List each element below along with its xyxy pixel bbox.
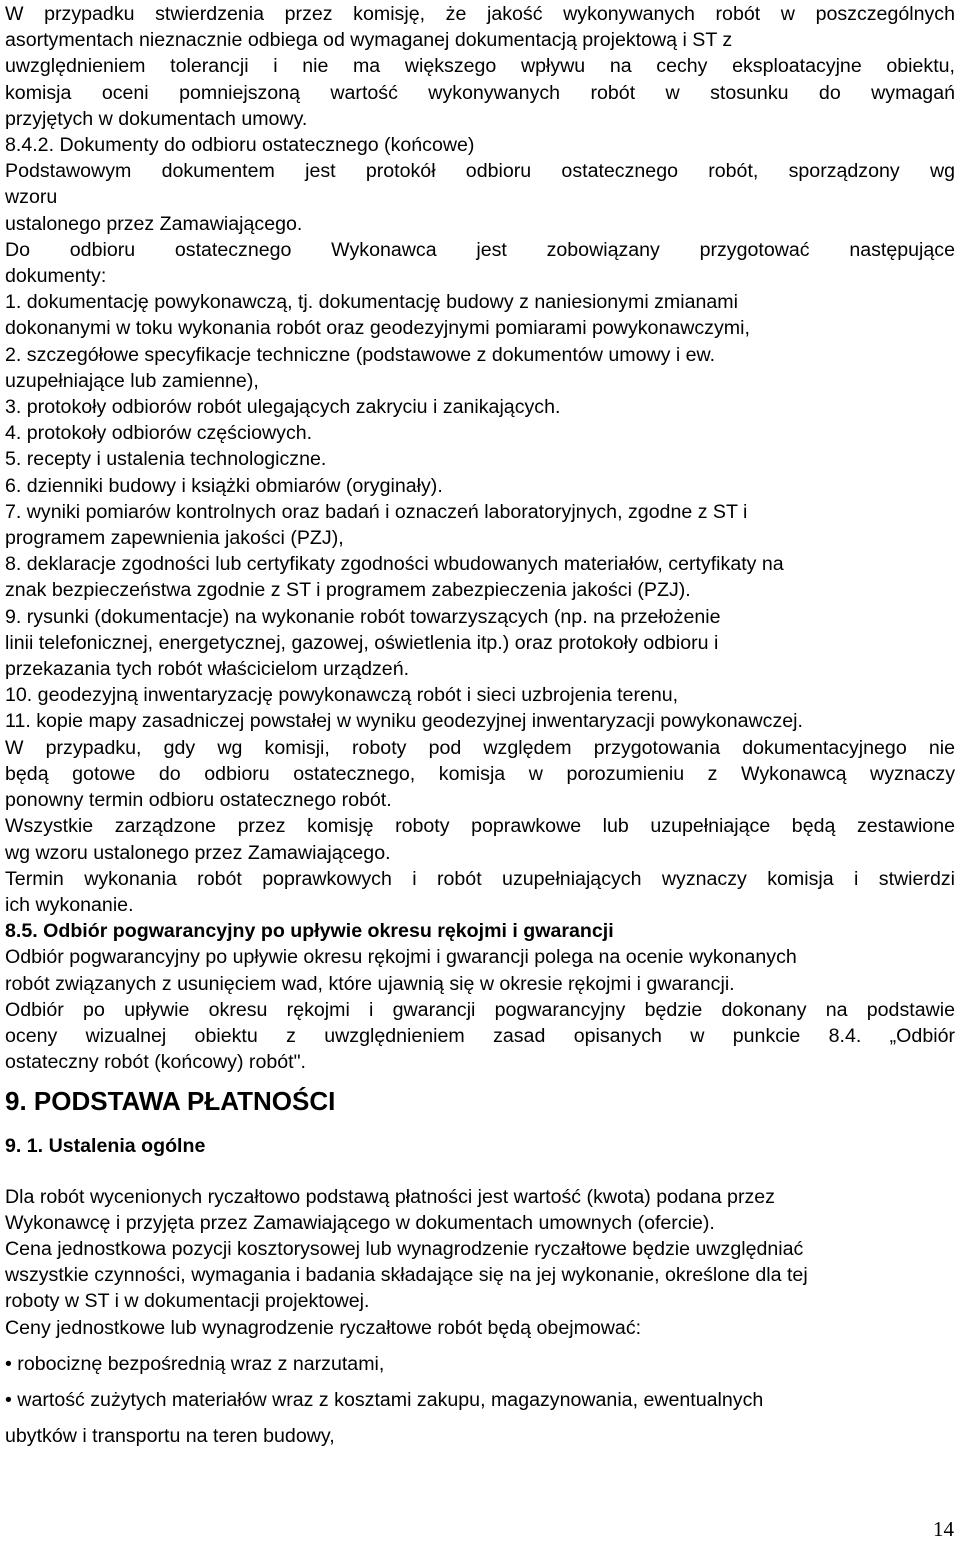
text-line: ostateczny robót (końcowy) robót". — [5, 1051, 306, 1074]
text-line: Do odbioru ostatecznego Wykonawca jest zobowiązany przygotować następujące — [5, 238, 955, 261]
subchapter-heading: 9. 1. Ustalenia ogólne — [5, 1135, 206, 1158]
list-item: 11. kopie mapy zasadniczej powstałej w wyniku geodezyjnej inwentaryzacji powykonawczej. — [5, 710, 803, 733]
list-item: 9. rysunki (dokumentacje) na wykonanie robót towarzyszących (np. na przełożenie — [5, 605, 721, 628]
text-line: Ceny jednostkowe lub wynagrodzenie ryczałtowe robót będą obejmować: — [5, 1316, 642, 1339]
list-item: 7. wyniki pomiarów kontrolnych oraz badań i oznaczeń laboratoryjnych, zgodne z ST i — [5, 500, 748, 523]
text-line: komisja oceni pomniejszoną wartość wykonywanych robót w stosunku do wymagań — [5, 81, 955, 104]
text-line: ich wykonanie. — [5, 893, 134, 916]
text-line: Cena jednostkowa pozycji kosztorysowej lub wynagrodzenie ryczałtowe będzie uwzględniać — [5, 1237, 804, 1260]
text-line: Dla robót wycenionych ryczałtowo podstawą płatności jest wartość (kwota) podana przez — [5, 1185, 775, 1208]
text-line: uwzględnieniem tolerancji i nie ma większego wpływu na cechy eksploatacyjne obiektu, — [5, 55, 955, 78]
text-line: wzoru — [5, 186, 58, 209]
text-line: W przypadku, gdy wg komisji, roboty pod względem przygotowania dokumentacyjnego nie — [5, 736, 955, 759]
text-line: Odbiór po upływie okresu rękojmi i gwarancji pogwarancyjny będzie dokonany na podstawie — [5, 998, 955, 1021]
bullet-item: • wartość zużytych materiałów wraz z kosztami zakupu, magazynowania, ewentualnych — [5, 1388, 764, 1411]
list-item: 6. dzienniki budowy i książki obmiarów (oryginały). — [5, 474, 443, 497]
text-line: Podstawowym dokumentem jest protokół odbioru ostatecznego robót, sporządzony wg — [5, 160, 955, 183]
list-item: programem zapewnienia jakości (PZJ), — [5, 527, 344, 550]
text-line: Odbiór pogwarancyjny po upływie okresu rękojmi i gwarancji polega na ocenie wykonanych — [5, 946, 797, 969]
text-line: przyjętych w dokumentach umowy. — [5, 107, 308, 130]
text-line: W przypadku stwierdzenia przez komisję, że jakość wykonywanych robót w poszczególnych — [5, 3, 955, 25]
text-line: ponowny termin odbioru ostatecznego robót. — [5, 789, 392, 812]
page-number: 14 — [933, 1517, 954, 1541]
list-item: 5. recepty i ustalenia technologiczne. — [5, 448, 327, 471]
bullet-item: ubytków i transportu na teren budowy, — [5, 1425, 335, 1448]
document-body — [5, 1, 955, 1449]
text-line: oceny wizualnej obiektu z uwzględnieniem zasad opisanych w punkcie 8.4. „Odbiór — [5, 1024, 955, 1047]
text-line: robót związanych z usunięciem wad, które ujawnią się w okresie rękojmi i gwarancji. — [5, 972, 735, 995]
chapter-heading: 9. PODSTAWA PŁATNOŚCI — [5, 1086, 336, 1117]
text-line: wszystkie czynności, wymagania i badania składające się na jej wykonanie, określone dla tej — [5, 1264, 808, 1287]
text-line: wg wzoru ustalonego przez Zamawiającego. — [5, 841, 391, 864]
list-item: 4. protokoły odbiorów częściowych. — [5, 422, 313, 445]
list-item: dokonanymi w toku wykonania robót oraz geodezyjnymi pomiarami powykonawczymi, — [5, 317, 750, 340]
list-item: 8. deklaracje zgodności lub certyfikaty zgodności wbudowanych materiałów, certyfikaty na — [5, 553, 784, 576]
section-heading-8-5: 8.5. Odbiór pogwarancyjny po upływie okresu rękojmi i gwarancji — [5, 920, 614, 943]
list-item: uzupełniające lub zamienne), — [5, 369, 259, 392]
text-line: Termin wykonania robót poprawkowych i robót uzupełniających wyznaczy komisja i stwierdzi — [5, 867, 955, 890]
list-item: znak bezpieczeństwa zgodnie z ST i programem zabezpieczenia jakości (PZJ). — [5, 579, 691, 602]
list-item: 2. szczegółowe specyfikacje techniczne (podstawowe z dokumentów umowy i ew. — [5, 343, 716, 366]
text-line: Wszystkie zarządzone przez komisję roboty poprawkowe lub uzupełniające będą zestawione — [5, 815, 955, 838]
list-item: 10. geodezyjną inwentaryzację powykonawczą robót i sieci uzbrojenia terenu, — [5, 684, 679, 707]
list-item: 3. protokoły odbiorów robót ulegających zakryciu i zanikających. — [5, 396, 561, 419]
list-item: 1. dokumentację powykonawczą, tj. dokumentację budowy z naniesionymi zmianami — [5, 291, 738, 314]
text-line: roboty w ST i w dokumentacji projektowej. — [5, 1290, 370, 1313]
section-heading-8-4-2: 8.4.2. Dokumenty do odbioru ostatecznego (końcowe) — [5, 134, 475, 157]
text-line: Wykonawcę i przyjęta przez Zamawiającego w dokumentach umownych (ofercie). — [5, 1211, 715, 1234]
text-line: będą gotowe do odbioru ostatecznego, komisja w porozumieniu z Wykonawcą wyznaczy — [5, 762, 955, 785]
text-line: asortymentach nieznacznie odbiega od wymaganej dokumentacją projektową i ST z — [5, 29, 733, 52]
bullet-item: • robociznę bezpośrednią wraz z narzutami, — [5, 1352, 385, 1375]
list-item: przekazania tych robót właścicielom urządzeń. — [5, 658, 410, 681]
text-line: ustalonego przez Zamawiającego. — [5, 212, 303, 235]
text-line: dokumenty: — [5, 265, 107, 288]
list-item: linii telefonicznej, energetycznej, gazowej, oświetlenia itp.) oraz protokoły odbioru i — [5, 631, 719, 654]
